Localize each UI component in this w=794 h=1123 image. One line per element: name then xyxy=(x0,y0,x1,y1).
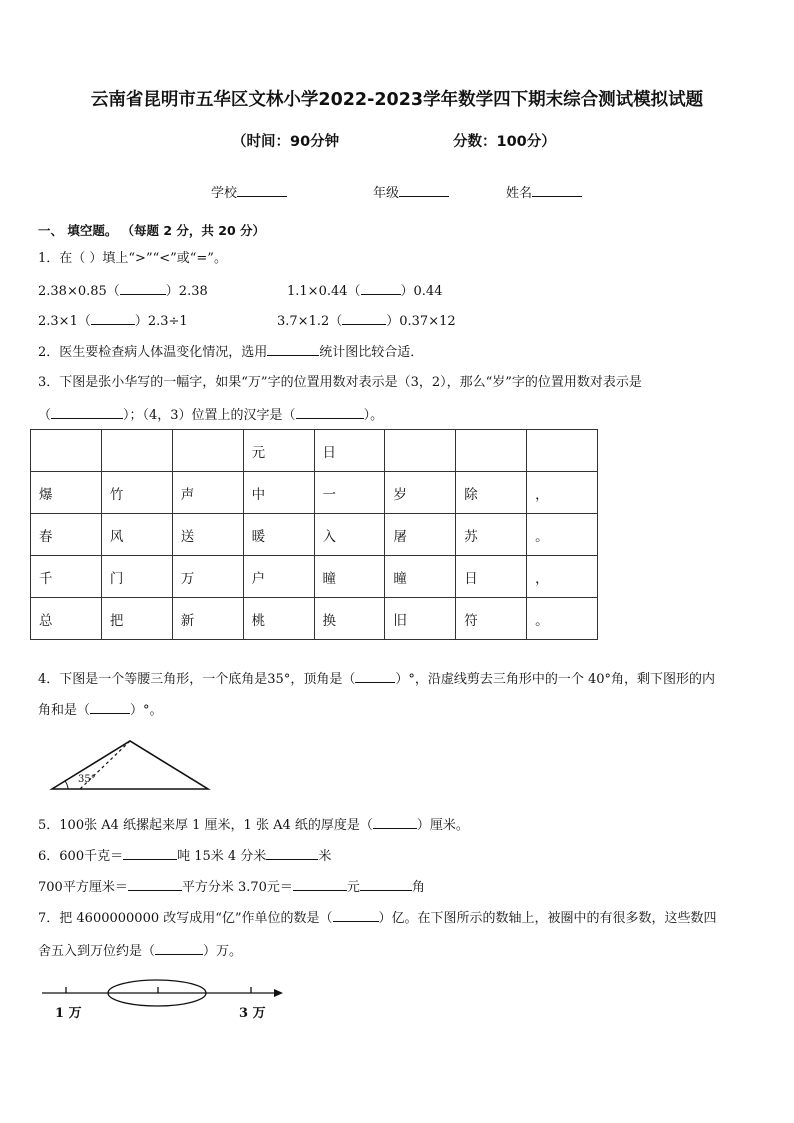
q3-l2-b: ）；（4，3）位置上的汉字是（ xyxy=(123,408,296,423)
q7-l1-b: ）亿。在下图所示的数轴上，被圈中的有很多数，这些数四 xyxy=(378,911,717,926)
q6-l2-c: 元 xyxy=(346,880,360,895)
q3-line1: 3．下图是张小华写的一幅字，如果“万”字的位置用数对表示是（3，2），那么“岁”字的位置用数对表示是 xyxy=(38,375,642,390)
q4-l2-a: 角和是（ xyxy=(38,703,91,718)
axis-label-right: 3 万 xyxy=(239,1006,266,1021)
angle-label: 35° xyxy=(78,774,96,785)
q7-l1-a: 7．把 4600000000 改写成用“亿”作单位的数是（ xyxy=(38,911,333,926)
grid-cell: 岁 xyxy=(385,472,456,514)
q6-l2-b: 平方分米 3.70元＝ xyxy=(181,880,293,895)
grid-cell: 户 xyxy=(243,556,314,598)
q7-l2-a: 舍五入到万位约是（ xyxy=(38,944,156,959)
q7-l2-b: ）万。 xyxy=(203,944,243,959)
grid-cell: 万 xyxy=(172,556,243,598)
exam-time: （时间：90分钟 xyxy=(232,134,340,150)
grid-cell: 送 xyxy=(172,514,243,556)
axis-label-left: 1 万 xyxy=(55,1006,82,1021)
q1-a2-right: ）0.44 xyxy=(400,284,443,299)
q1-a1-left: 2.38×0.85（ xyxy=(38,284,120,299)
grid-cell: ， xyxy=(527,556,598,598)
grid-cell: 屠 xyxy=(385,514,456,556)
grid-cell: 爆 xyxy=(31,472,102,514)
q1-b1-left: 2.3×1（ xyxy=(38,314,91,329)
q6-l1-b: 吨 15米 4 分米 xyxy=(177,849,267,864)
grid-cell: 元 xyxy=(243,430,314,472)
number-line-arrow xyxy=(274,989,283,997)
grid-cell: 春 xyxy=(31,514,102,556)
grid-cell: 符 xyxy=(456,598,527,640)
grid-cell: 声 xyxy=(172,472,243,514)
grid-cell: 曈 xyxy=(314,556,385,598)
q6-l1-c: 米 xyxy=(318,849,332,864)
grid-cell: 桃 xyxy=(243,598,314,640)
grid-cell: 把 xyxy=(101,598,172,640)
grid-cell: 竹 xyxy=(101,472,172,514)
grid-cell: 入 xyxy=(314,514,385,556)
grid-cell: 风 xyxy=(101,514,172,556)
section-title: 一、 填空题。 xyxy=(38,223,118,238)
q1-stem: 1．在（ ）填上“>”“<”或“=”。 xyxy=(38,251,227,266)
name-label: 姓名 xyxy=(506,186,533,201)
section-note: （每题 2 分，共 20 分） xyxy=(121,223,266,238)
q1-a1-right: ）2.38 xyxy=(165,284,208,299)
q5-b: ）厘米。 xyxy=(416,818,469,833)
q4-l1-a: 4．下图是一个等腰三角形，一个底角是35°，顶角是（ xyxy=(38,672,356,687)
grade-label: 年级 xyxy=(373,186,400,201)
grid-cell: 。 xyxy=(527,598,598,640)
grid-cell: 总 xyxy=(31,598,102,640)
q4-l1-b: ）°，沿虚线剪去三角形中的一个 40°角，剩下图形的内 xyxy=(395,672,716,687)
grid-cell: 换 xyxy=(314,598,385,640)
school-label: 学校 xyxy=(211,186,238,201)
grid-cell: 千 xyxy=(31,556,102,598)
grid-cell: 门 xyxy=(101,556,172,598)
q3-l2-a: （ xyxy=(38,408,52,423)
grid-cell: 新 xyxy=(172,598,243,640)
grid-cell: 中 xyxy=(243,472,314,514)
q4-l2-b: ）°。 xyxy=(130,703,163,718)
q1-b2-left: 3.7×1.2（ xyxy=(277,314,343,329)
grid-cell: 曈 xyxy=(385,556,456,598)
grid-cell: 。 xyxy=(527,514,598,556)
q2-before: 2．医生要检查病人体温变化情况，选用 xyxy=(38,345,268,360)
page-title: 云南省昆明市五华区文林小学2022-2023学年数学四下期末综合测试模拟试题 xyxy=(90,90,704,110)
grid-cell: 一 xyxy=(314,472,385,514)
grid-cell: 苏 xyxy=(456,514,527,556)
q6-l2-a: 700平方厘米＝ xyxy=(38,880,128,895)
q3-l2-c: ）。 xyxy=(363,408,384,423)
grid-cell: 日 xyxy=(456,556,527,598)
grid-cell: 日 xyxy=(314,430,385,472)
q1-a2-left: 1.1×0.44（ xyxy=(287,284,361,299)
exam-score: 分数：100分） xyxy=(453,134,556,150)
q6-l2-d: 角 xyxy=(411,880,425,895)
grid-cell: 旧 xyxy=(385,598,456,640)
grid-cell: ， xyxy=(527,472,598,514)
q2-after: 统计图比较合适． xyxy=(319,345,424,360)
q5-a: 5．100张 A4 纸摞起来厚 1 厘米，1 张 A4 纸的厚度是（ xyxy=(38,818,373,833)
grid-cell: 暖 xyxy=(243,514,314,556)
q6-l1-a: 6．600千克＝ xyxy=(38,849,124,864)
grid-cell: 除 xyxy=(456,472,527,514)
q1-b2-right: ）0.37×12 xyxy=(386,314,456,329)
q1-b1-right: ）2.3÷1 xyxy=(134,314,188,329)
